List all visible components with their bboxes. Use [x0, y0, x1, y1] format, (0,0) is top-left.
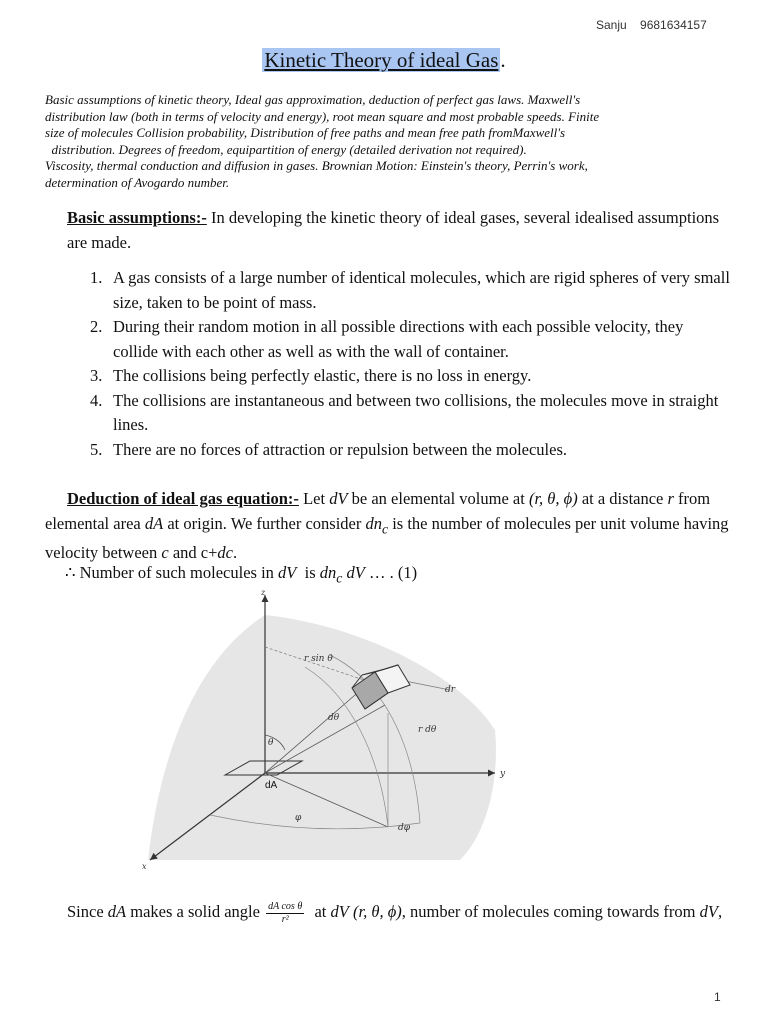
title-text: Kinetic Theory of ideal Gas [264, 48, 499, 72]
list-item-text: The collisions are instantaneous and between two collisions, the molecules move in straight lines. [113, 390, 719, 434]
equation-number: … . (1) [364, 563, 418, 582]
math-dnc: dn [365, 513, 382, 533]
syllabus-line: distribution law (both in terms of velocity and energy), root mean square and most probable speeds. Finite [45, 108, 600, 124]
list-item-text: There are no forces of attraction or repulsion between the molecules. [113, 439, 568, 459]
spherical-coordinates-figure [130, 585, 530, 875]
page-title [0, 48, 768, 73]
deduction-text: Let [298, 489, 330, 508]
math-coords: (r, θ, ϕ) [528, 489, 578, 508]
header-contact: Sanju 9681634157 [596, 18, 707, 32]
list-number: 5. [90, 439, 103, 459]
body-text: Since [67, 902, 108, 921]
list-item [90, 389, 730, 438]
math-subscript: c [381, 520, 389, 536]
math-coords: (r, θ, ϕ) [353, 902, 402, 921]
solid-angle-fraction [266, 901, 304, 926]
syllabus-line: size of molecules Collision probability, Distribution of free paths and mean free path fromMaxwell's [45, 125, 566, 141]
figure-label-dphi: dφ [398, 823, 411, 833]
list-number: 1. [90, 268, 103, 287]
list-item-text: A gas consists of a large number of identical molecules, which are rigid spheres of very small size, taken to be point of mass. [113, 268, 730, 312]
math-subscript: c [336, 570, 343, 586]
figure-label-theta: θ [268, 738, 274, 748]
figure-label-dtheta: dθ [328, 713, 340, 723]
deduction-text: at origin. We further consider [163, 513, 366, 533]
math-c: c [161, 543, 169, 563]
basic-assumptions-intro: In developing the kinetic theory of ideal gases, several idealised assumptions are made. [67, 208, 720, 252]
figure-label-z: z [261, 588, 266, 597]
figure-label-dA: dA [265, 780, 278, 791]
list-number: 2. [90, 317, 103, 336]
syllabus-line: Basic assumptions of kinetic theory, Ideal gas approximation, deduction of perfect gas laws. Maxwell's [45, 92, 581, 107]
equation-text: is [296, 563, 320, 582]
list-item [90, 315, 730, 364]
equation-text: ∴ Number of such molecules in [65, 563, 279, 582]
list-item-text: The collisions being perfectly elastic, there is no loss in energy. [113, 366, 532, 385]
math-dV: dV [699, 902, 718, 921]
math-dnc: dn [319, 563, 337, 582]
figure-label-rdtheta: r dθ [418, 725, 437, 735]
solid-angle-paragraph [55, 900, 745, 926]
figure-label-y: y [500, 769, 506, 779]
figure-label-x: x [142, 862, 147, 871]
deduction-text: and c+ [168, 543, 218, 563]
page-number: 1 [714, 990, 721, 1004]
deduction-paragraph [45, 487, 735, 566]
list-item-text: During their random motion in all possible directions with each possible velocity, they collide with each other as well as with the wall of container. [113, 317, 684, 361]
basic-assumptions-heading: Basic assumptions:- [67, 208, 207, 227]
math-dV: dV [342, 563, 365, 582]
body-text: makes a solid angle [126, 902, 265, 921]
list-item [90, 438, 730, 463]
list-item [90, 364, 730, 389]
body-text: , number of molecules coming towards from [401, 902, 700, 921]
syllabus-line: distribution. Degrees of freedom, equipartition of energy (detailed derivation not required). [45, 141, 527, 157]
math-dA: dA [144, 513, 164, 533]
figure-label-rsin: r sin θ [304, 654, 333, 664]
sphere-sector-shape [148, 615, 496, 860]
basic-assumptions-paragraph [67, 206, 737, 255]
figure-label-dr: dr [445, 685, 456, 695]
list-number: 3. [90, 366, 103, 385]
deduction-text: . [232, 543, 238, 563]
math-dc: dc [217, 543, 233, 563]
syllabus-line: Viscosity, thermal conduction and diffusion in gases. Brownian Motion: Einstein's theory, Perrin's work, [45, 158, 588, 174]
math-dV: dV [330, 902, 349, 921]
body-text: at [306, 902, 331, 921]
list-item [90, 266, 730, 315]
syllabus-block [45, 92, 735, 192]
deduction-heading: Deduction of ideal gas equation:- [67, 489, 299, 508]
fraction-denominator: r² [281, 913, 289, 925]
math-r: r [667, 489, 674, 508]
deduction-text: be an elemental volume at [347, 489, 529, 508]
deduction-text: is the number of molecules per unit volume having velocity between [45, 513, 729, 563]
math-dV: dV [329, 489, 348, 508]
math-dA: dA [107, 902, 127, 921]
math-dV: dV [278, 563, 297, 582]
figure-label-phi: φ [295, 813, 302, 823]
title-suffix: . [500, 48, 506, 72]
body-text: , [717, 902, 723, 921]
deduction-text: from elemental area [45, 489, 711, 533]
syllabus-line: determination of Avogardo number. [45, 174, 230, 190]
assumptions-list [90, 266, 730, 462]
list-number: 4. [90, 390, 103, 410]
fraction-numerator: dA cos θ [268, 900, 303, 912]
deduction-text: at a distance [577, 489, 668, 508]
